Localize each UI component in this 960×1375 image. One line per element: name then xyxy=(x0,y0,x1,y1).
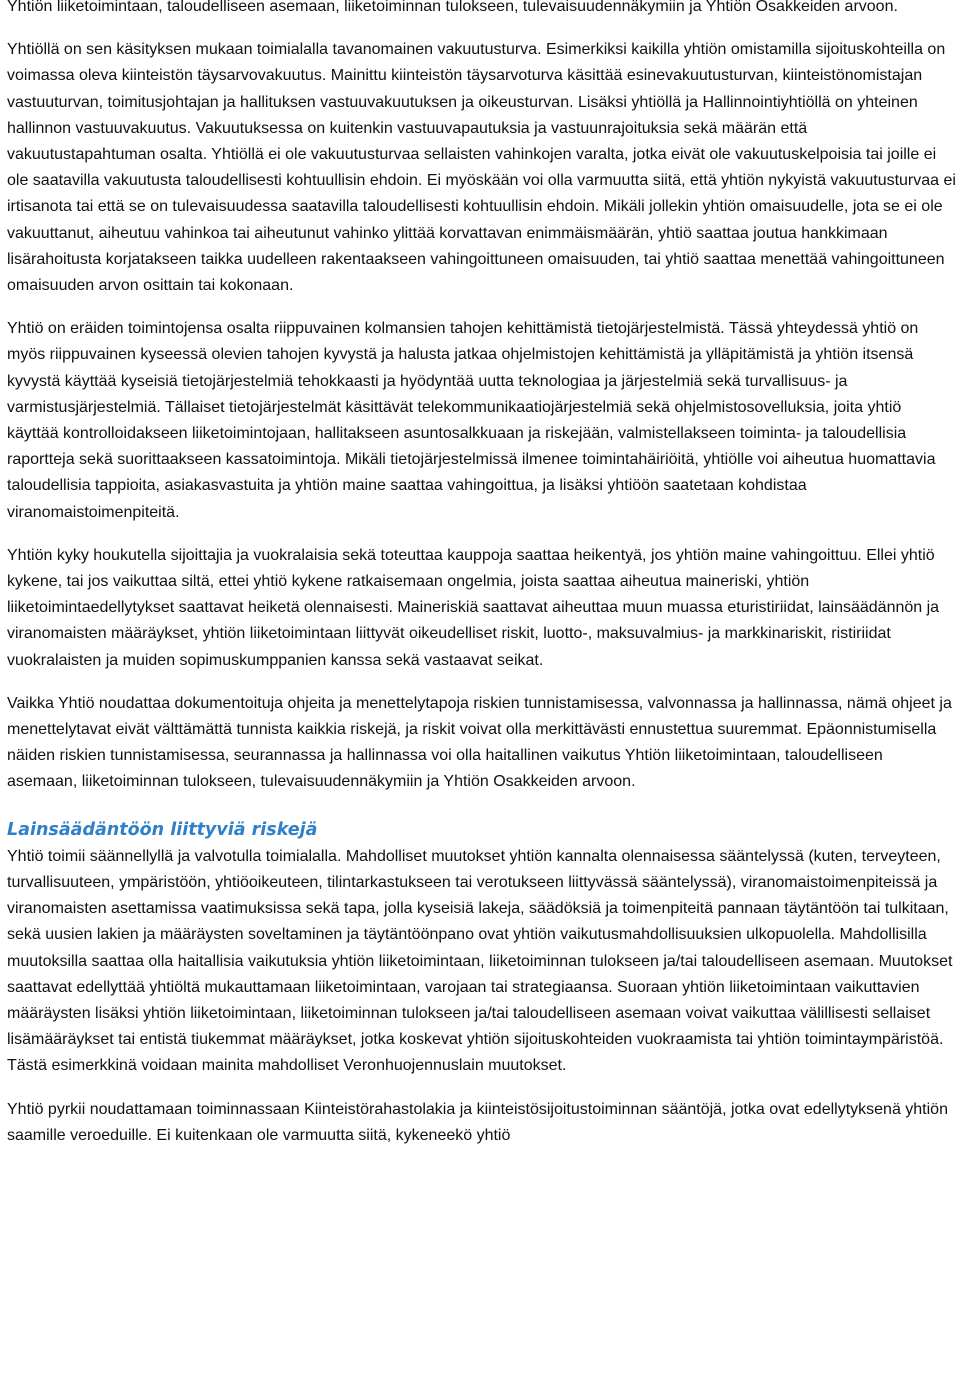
paragraph-regulation: Yhtiö toimii säännellyllä ja valvotulla toimialalla. Mahdolliset muutokset yhtiön kannalta olennaisessa sääntelyssä (kuten, terveyteen, turvallisuuteen, ympäristöön, yhtiöoikeuteen, tilintarkastukseen tai verotukseen liittyvässä sääntelyssä), viranomaistoimenpiteissä ja viranomaisten asettamissa vaatimuksissa sekä tapa, jolla kyseisiä lakeja, säädöksiä ja toimenpiteitä pannaan täytäntöön tai tulkitaan, sekä uusien lakien ja määräysten soveltaminen ja täytäntöönpano ovat yhtiön vaikutusmahdollisuuksien ulkopuolella. Mahdollisilla muutoksilla saattaa olla haitallisia vaikutuksia yhtiön liiketoimintaan, liiketoiminnan tulokseen ja/tai taloudelliseen asemaan. Muutokset saattavat edellyttää yhtiöltä mukauttamaan liiketoimintaan, varojaan tai strategiaansa. Suoraan yhtiön liiketoimintaan vaikuttavien määräysten lisäksi yhtiön liiketoimintaan, liiketoiminnan tulokseen ja/tai taloudelliseen asemaan voivat vaikuttaa välillisesti sellaiset lisämääräykset tai entistä tiukemmat määräykset, jotka koskevat yhtiön sijoituskohteiden vuokraamista tai yhtiön toimintaympäristöä. Tästä esimerkkinä voidaan mainita mahdolliset Veronhuojennuslain muutokset. xyxy=(7,847,953,1075)
paragraph-reputation-risk: Yhtiön kyky houkutella sijoittajia ja vuokralaisia sekä toteuttaa kauppoja saattaa heikentyä, jos yhtiön maine vahingoittuu. Ellei yhtiö kykene, tai jos vaikuttaa siltä, ettei yhtiö kykene ratkaisemaan ongelmia, joista saattaa aiheutua maineriski, yhtiön liiketoimintaedellytykset saattavat heiketä olennaisesti. Maineriskiä saattavat aiheuttaa muun muassa eturistiriidat, lainsäädännön ja viranomaisten määräykset, yhtiön liiketoimintaan liittyvät oikeudelliset riskit, luotto-, maksuvalmius- ja markkinariskit, ristiriidat vuokralaisten ja muiden sopimuskumppanien kanssa sekä vastaavat seikat. xyxy=(7,546,940,669)
section-heading-legislative-risks: Lainsäädäntöön liittyviä riskejä xyxy=(7,819,318,840)
paragraph-intro-continuation: Yhtiön liiketoimintaan, taloudelliseen asemaan, liiketoiminnan tulokseen, tulevaisuudennäkymiin ja Yhtiön Osakkeiden arvoon. xyxy=(7,0,898,15)
paragraph-risk-management: Vaikka Yhtiö noudattaa dokumentoituja ohjeita ja menettelytapoja riskien tunnistamisessa, valvonnassa ja hallinnassa, nämä ohjeet ja menettelytavat eivät välttämättä tunnista kaikkia riskejä, ja riskit voivat olla merkittävästi ennustettua suuremmat. Epäonnistumisella näiden riskien tunnistamisessa, seurannassa ja hallinnassa voi olla haitallinen vaikutus Yhtiön liiketoimintaan, taloudelliseen asemaan, liiketoiminnan tulokseen, tulevaisuudennäkymiin ja Yhtiön Osakkeiden arvoon. xyxy=(7,694,952,791)
document-page xyxy=(7,0,957,1149)
paragraph-reit-law: Yhtiö pyrkii noudattamaan toiminnassaan Kiinteistörahastolakia ja kiinteistösijoitustoiminnan sääntöjä, jotka ovat edellytyksenä yhtiön saamille veroeduille. Ei kuitenkaan ole varmuutta siitä, kykeneekö yhtiö xyxy=(7,1100,948,1144)
paragraph-insurance: Yhtiöllä on sen käsityksen mukaan toimialalla tavanomainen vakuutusturva. Esimerkiksi kaikilla yhtiön omistamilla sijoituskohteilla on voimassa oleva kiinteistön täysarvovakuutus. Mainittu kiinteistön täysarvoturva käsittää esinevakuutusturvan, kiinteistönomistajan vastuuturvan, toimitusjohtajan ja hallituksen vastuuvakuutuksen ja oikeusturvan. Lisäksi yhtiöllä ja Hallinnointiyhtiöllä on yhteinen hallinnon vastuuvakuutus. Vakuutuksessa on kuitenkin vastuuvapautuksia ja vastuunrajoituksia sekä määrän että vakuutustapahtuman osalta. Yhtiöllä ei ole vakuutusturvaa sellaisten vahinkojen varalta, jotka eivät ole vakuutuskelpoisia tai joille ei ole saatavilla vakuutusta taloudellisesti kohtuullisin ehdoin. Ei myöskään voi olla varmuutta siitä, että yhtiön nykyistä vakuutusturvaa ei irtisanota tai että se on tulevaisuudessa saatavilla taloudellisesti kohtuullisin ehdoin. Mikäli jollekin yhtiön omaisuudelle, jota se ei ole vakuuttanut, aiheutuu vahinkoa tai aiheutunut vahinko ylittää korvattavan enimmäismäärän, yhtiö saattaa joutua hankkimaan lisärahoitusta korjatakseen taikka uudelleen rakentaakseen vahingoittuneen omaisuuden, tai yhtiö saattaa menettää vahingoittuneen omaisuuden arvon osittain tai kokonaan. xyxy=(7,41,956,295)
paragraph-information-systems: Yhtiö on eräiden toimintojensa osalta riippuvainen kolmansien tahojen kehittämistä tietojärjestelmistä. Tässä yhteydessä yhtiö on myös riippuvainen kyseessä olevien tahojen kyvystä ja halusta jatkaa ohjelmistojen kehittämistä ja ylläpitämistä ja yhtiön itsensä kyvystä käyttää kyseisiä tietojärjestelmiä tehokkaasti ja hyödyntää uutta teknologiaa ja järjestelmiä sekä turvallisuus- ja varmistusjärjestelmiä. Tällaiset tietojärjestelmät käsittävät telekommunikaatiojärjestelmiä sekä ohjelmistosovelluksia, joita yhtiö käyttää kontrolloidakseen liiketoimintojaan, hallitakseen asuntosalkkuaan ja riskejään, valmistellakseen toiminta- ja taloudellisia raportteja sekä suorittaakseen kassatoimintoja. Mikäli tietojärjestelmissä ilmenee toimintahäiriöitä, yhtiölle voi aiheutua huomattavia taloudellisia tappioita, asiakasvastuita ja yhtiön maine saattaa vahingoittua, ja lisäksi yhtiöön saatetaan kohdistaa viranomaistoimenpiteitä. xyxy=(7,320,936,521)
